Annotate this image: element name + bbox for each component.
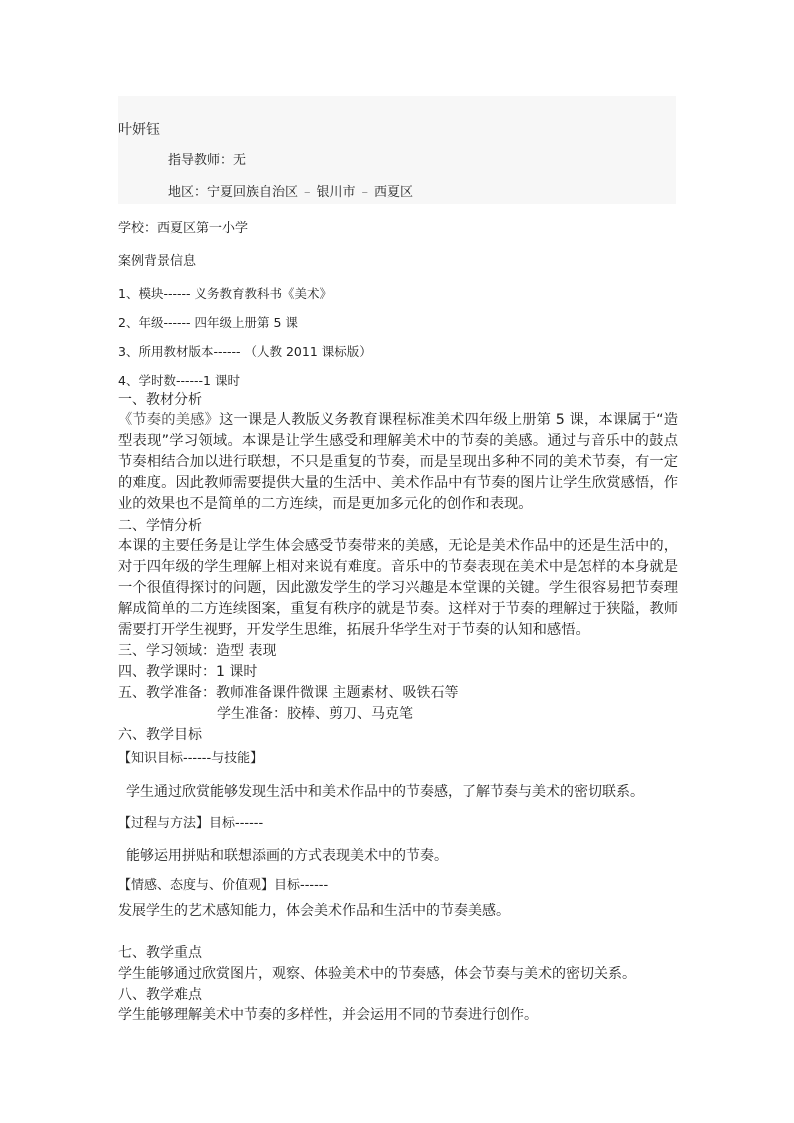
section-heading-difficulties: 八、教学难点 <box>118 987 202 1003</box>
section-domain: 三、学习领域：造型 表现 <box>118 643 277 659</box>
difficulties-text: 学生能够理解美术中节奏的多样性，并会运用不同的节奏进行创作。 <box>118 1007 538 1023</box>
objective-process-heading: 【过程与方法】目标------ <box>118 816 264 831</box>
school-line: 学校：西夏区第一小学 <box>118 221 249 236</box>
section-heading-student: 二、学情分析 <box>118 518 202 534</box>
student-analysis-text: 本课的主要任务是让学生体会感受节奏带来的美感，无论是美术作品中的还是生活中的，对于四年级的学生理解上相对来说有难度。音乐中的节奏表现在美术中是怎样的本身就是一个很值得探讨的问题，因此激发学生的学习兴趣是本堂课的关键。学生很容易把节奏理解成简单的二方连续图案，重复有秩序的就是节奏。这样对于节奏的理解过于狭隘，教师需要打开学生视野，开发学生思维，拓展升华学生对于节奏的认知和感悟。 <box>118 538 678 638</box>
background-item-hours: 4、学时数------1 课时 <box>118 373 240 388</box>
section-heading-material: 一、教材分析 <box>118 392 202 408</box>
objective-emotion-text: 发展学生的艺术感知能力，体会美术作品和生活中的节奏美感。 <box>118 903 510 919</box>
region-separator: – <box>361 185 369 200</box>
teacher-value: 无 <box>233 153 247 168</box>
background-item-grade: 2、年级------ 四年级上册第 5 课 <box>118 315 298 330</box>
objective-knowledge-text: 学生通过欣赏能够发现生活中和美术作品中的节奏感，了解节奏与美术的密切联系。 <box>126 784 644 800</box>
book-title: 《节奏的美感》 <box>118 412 220 428</box>
section-prep-teacher: 五、教学准备：教师准备课件微课 主题素材、吸铁石等 <box>118 685 459 701</box>
region-province: 宁夏回族自治区 <box>207 185 299 200</box>
teacher-line <box>168 153 246 169</box>
region-separator: – <box>304 185 311 200</box>
background-item-edition: 3、所用教材版本------ （人教 2011 课标版） <box>118 344 372 359</box>
material-analysis-text <box>118 410 678 515</box>
region-label: 地区： <box>168 185 208 200</box>
region-line <box>168 185 413 201</box>
section-heading-key-points: 七、教学重点 <box>118 945 202 961</box>
region-district: 西夏区 <box>374 185 414 200</box>
objective-process-text: 能够运用拼贴和联想添画的方式表现美术中的节奏。 <box>126 848 448 864</box>
objective-emotion-heading: 【情感、态度与、价值观】目标------ <box>118 878 329 893</box>
teacher-label: 指导教师： <box>168 153 234 168</box>
section-prep-student: 学生准备：胶棒、剪刀、马克笔 <box>217 706 413 722</box>
section-heading-objectives: 六、教学目标 <box>118 727 202 743</box>
section-hours: 四、教学课时：1 课时 <box>118 664 258 680</box>
background-item-module: 1、模块------ 义务教育教科书《美术》 <box>118 286 332 301</box>
key-points-text: 学生能够通过欣赏图片，观察、体验美术中的节奏感，体会节奏与美术的密切关系。 <box>118 966 636 982</box>
material-analysis-body: 这一课是人教版义务教育课程标准美术四年级上册第 5 课，本课属于“造型表现”学习领域。本课是让学生感受和理解美术中的节奏的美感。通过与音乐中的鼓点节奏相结合加以进行联想，不只是重复的节奏，而是呈现出多种不同的美术节奏，有一定的难度。因此教师需要提供大量的生活中、美术作品中有节奏的图片让学生欣赏感悟，作业的效果也不是简单的二方连续，而是更加多元化的创作和表现。 <box>118 412 679 512</box>
author-name: 叶妍钰 <box>118 122 160 138</box>
objective-knowledge-heading: 【知识目标------与技能】 <box>118 751 264 766</box>
background-title: 案例背景信息 <box>118 254 197 269</box>
region-city: 银川市 <box>316 185 356 200</box>
